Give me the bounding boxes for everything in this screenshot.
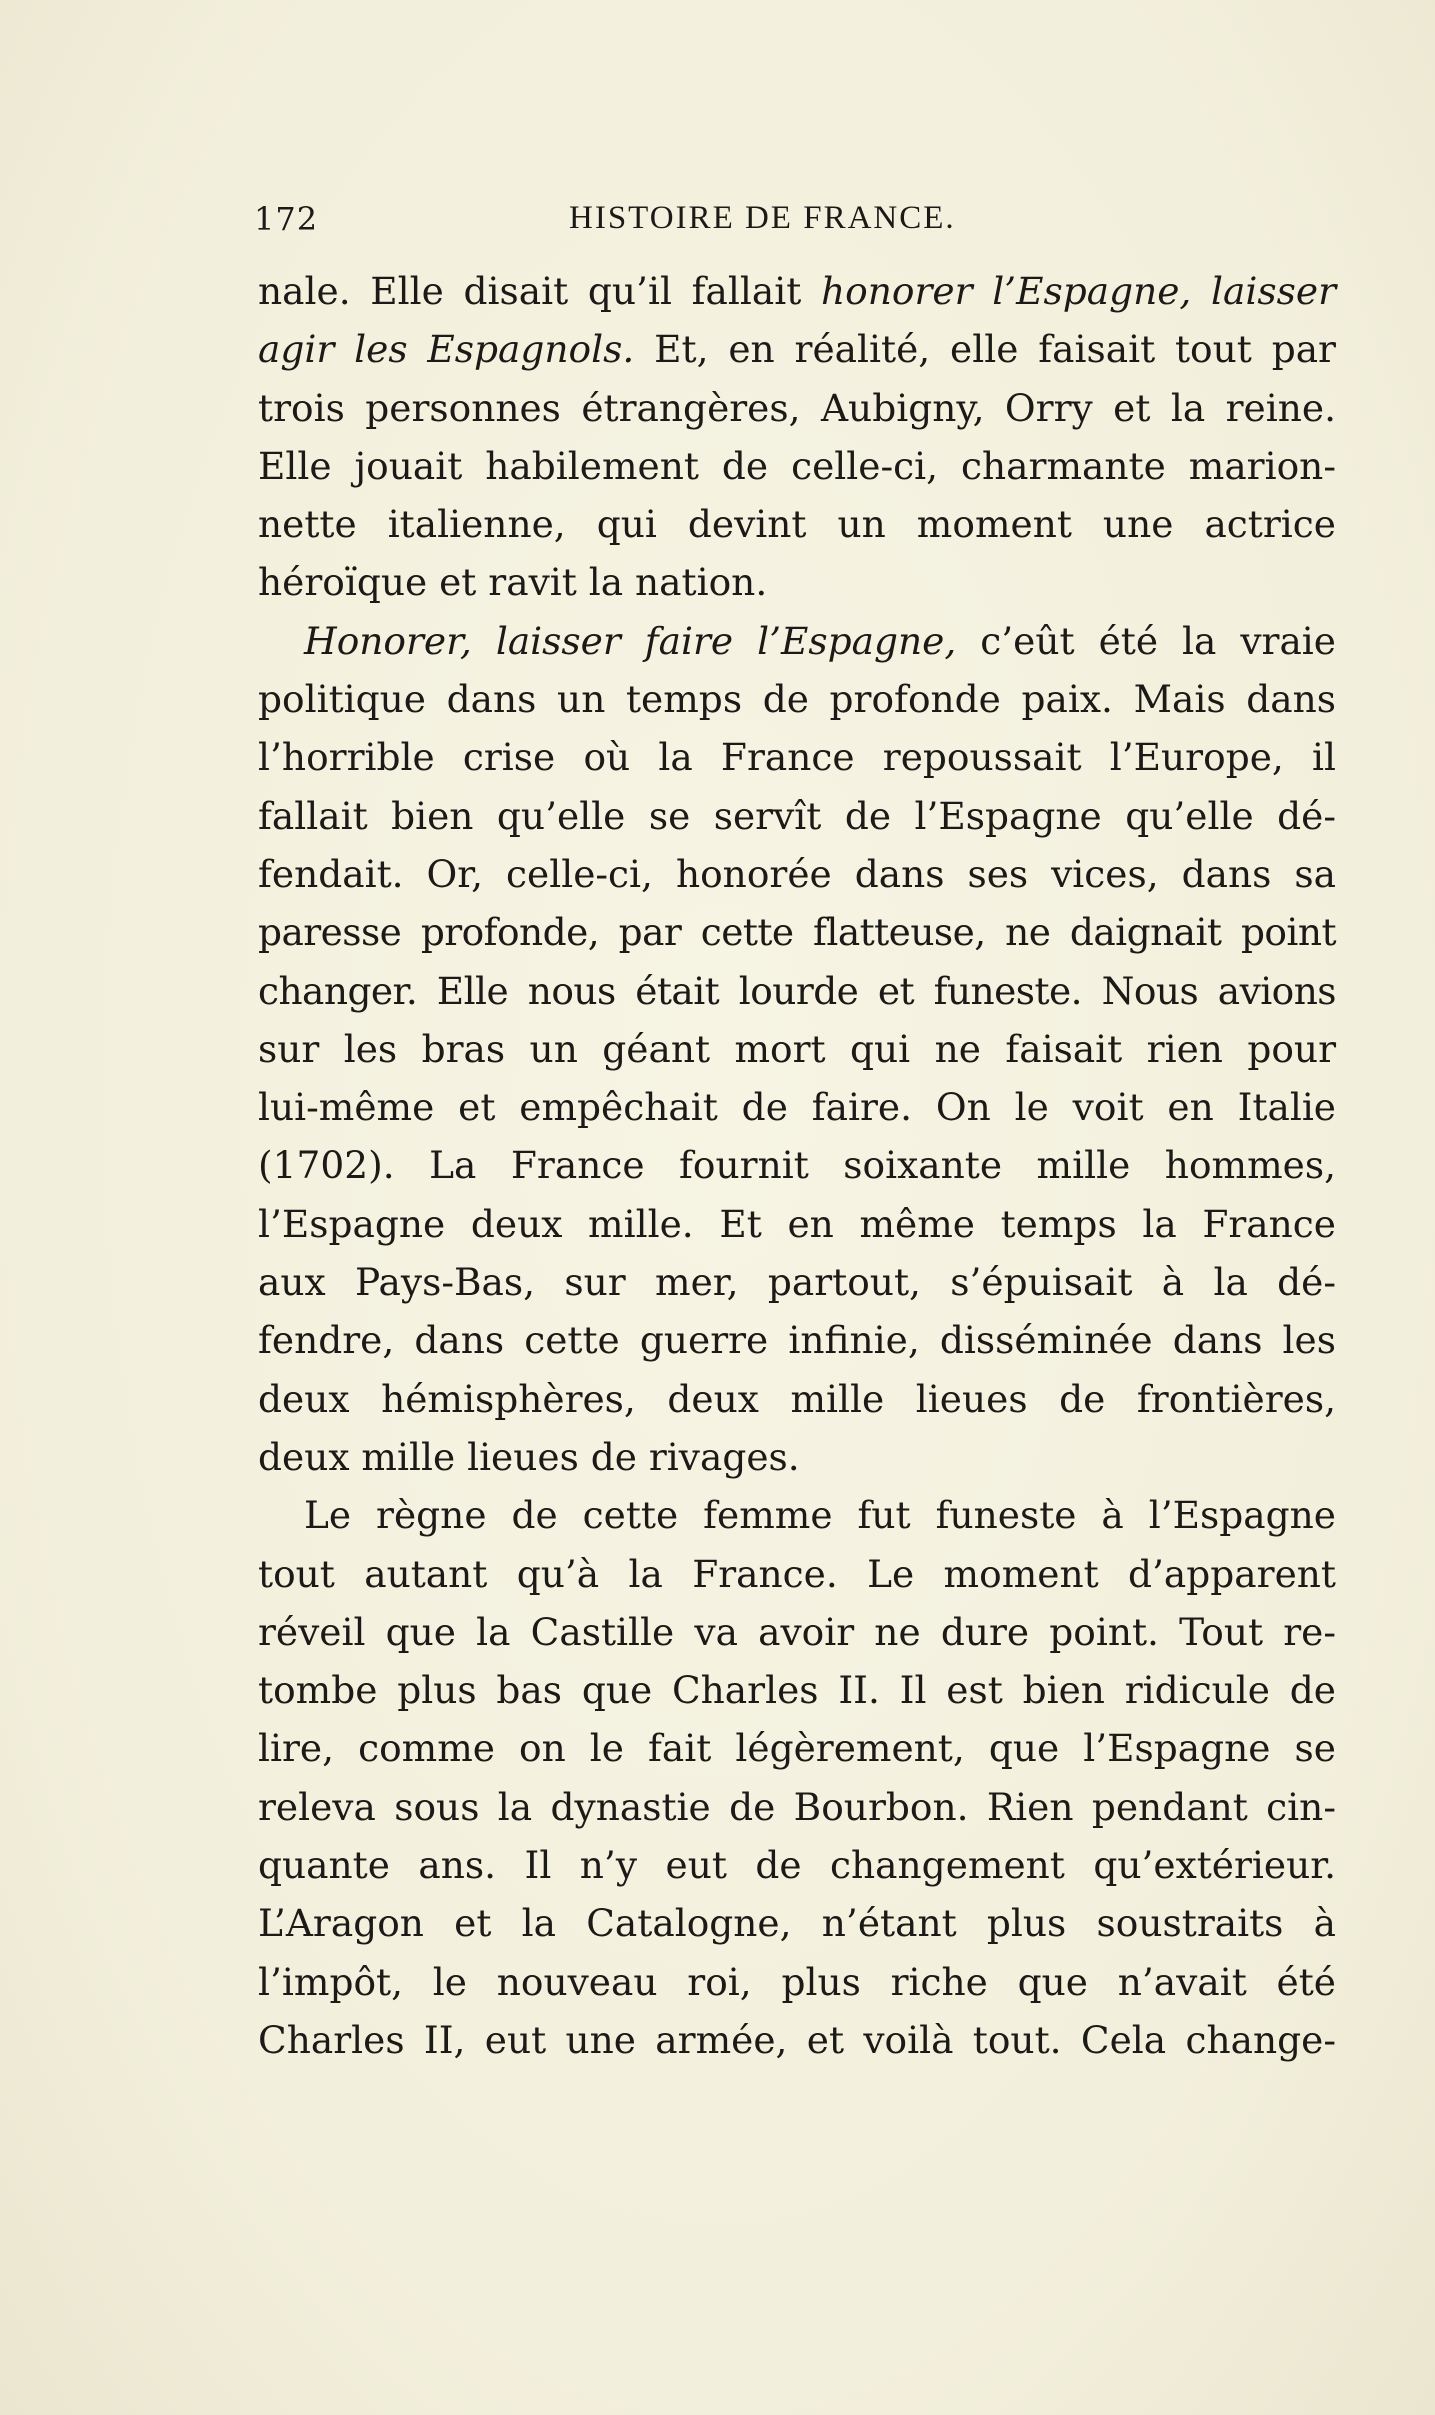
text-segment: fendait. Or, celle-ci, honorée dans ses vices, dans sa bbox=[258, 851, 1336, 896]
text-segment: trois personnes étrangères, Aubigny, Orry et la reine. bbox=[258, 385, 1336, 430]
text-line bbox=[258, 1136, 1336, 1194]
text-segment: L’Aragon et la Catalogne, n’étant plus soustraits à bbox=[258, 1901, 1336, 1946]
text-line bbox=[258, 2011, 1336, 2069]
text-line bbox=[258, 1078, 1336, 1136]
text-line bbox=[258, 495, 1336, 553]
text-line bbox=[258, 1894, 1336, 1952]
text-segment: nale. Elle disait qu’il fallait bbox=[258, 269, 821, 313]
text-line bbox=[258, 1953, 1336, 2011]
text-segment: l’horrible crise où la France repoussait l’Europe, il bbox=[258, 735, 1336, 780]
text-segment: deux mille lieues de rivages. bbox=[258, 1434, 800, 1479]
text-segment: réveil que la Castille va avoir ne dure point. Tout re- bbox=[258, 1609, 1336, 1654]
text-line bbox=[258, 787, 1336, 845]
text-segment: tombe plus bas que Charles II. Il est bien ridicule de bbox=[258, 1668, 1336, 1713]
text-line bbox=[258, 379, 1336, 437]
text-line bbox=[258, 845, 1336, 903]
text-segment: Charles II, eut une armée, et voilà tout. Cela change- bbox=[258, 2017, 1336, 2062]
text-segment: lire, comme on le fait légèrement, que l’Espagne se bbox=[258, 1726, 1336, 1771]
text-segment: releva sous la dynastie de Bourbon. Rien pendant cin- bbox=[258, 1784, 1336, 1829]
body-text bbox=[258, 262, 1336, 2069]
text-segment: (1702). La France fournit soixante mille hommes, bbox=[258, 1143, 1336, 1188]
page-header bbox=[254, 200, 1334, 250]
text-segment: aux Pays-Bas, sur mer, partout, s’épuisait à la dé- bbox=[258, 1260, 1336, 1305]
text-segment: changer. Elle nous était lourde et funeste. Nous avions bbox=[258, 968, 1336, 1013]
text-line bbox=[258, 962, 1336, 1020]
text-segment: fendre, dans cette guerre infinie, disséminée dans les bbox=[258, 1318, 1336, 1363]
text-line bbox=[258, 320, 1336, 378]
text-segment: c’eût été la vraie bbox=[956, 618, 1336, 663]
text-line bbox=[258, 1836, 1336, 1894]
text-line bbox=[258, 903, 1336, 961]
text-line bbox=[258, 612, 1336, 670]
text-line bbox=[258, 1661, 1336, 1719]
text-segment: tout autant qu’à la France. Le moment d’apparent bbox=[258, 1551, 1336, 1596]
text-segment: deux hémisphères, deux mille lieues de frontières, bbox=[258, 1376, 1336, 1421]
text-line bbox=[258, 1020, 1336, 1078]
running-title: HISTOIRE DE FRANCE. bbox=[569, 200, 956, 236]
text-line bbox=[258, 553, 1336, 611]
italic-text: Honorer, laisser faire l’Espagne, bbox=[304, 618, 957, 663]
text-segment: politique dans un temps de profonde paix. Mais dans bbox=[258, 677, 1336, 722]
text-line bbox=[258, 262, 1336, 320]
text-line bbox=[258, 1719, 1336, 1777]
text-segment: nette italienne, qui devint un moment une actrice bbox=[258, 502, 1336, 547]
text-segment: Le règne de cette femme fut funeste à l’Espagne bbox=[304, 1493, 1336, 1538]
text-line bbox=[258, 670, 1336, 728]
text-segment: paresse profonde, par cette flatteuse, ne daignait point bbox=[258, 910, 1336, 955]
text-line bbox=[258, 1370, 1336, 1428]
text-line bbox=[258, 1195, 1336, 1253]
text-segment: sur les bras un géant mort qui ne faisait rien pour bbox=[258, 1026, 1336, 1071]
page-number: 172 bbox=[254, 200, 319, 238]
text-segment: Elle jouait habilement de celle-ci, charmante marion- bbox=[258, 443, 1336, 488]
text-line bbox=[258, 728, 1336, 786]
text-segment: fallait bien qu’elle se servît de l’Espagne qu’elle dé- bbox=[258, 793, 1336, 838]
text-line bbox=[258, 1486, 1336, 1544]
text-line bbox=[258, 1253, 1336, 1311]
text-segment: héroïque et ravit la nation. bbox=[258, 560, 768, 605]
italic-text: honorer l’Espagne, laisser bbox=[821, 269, 1336, 313]
text-segment: lui-même et empêchait de faire. On le voit en Italie bbox=[258, 1085, 1336, 1130]
text-line bbox=[258, 1428, 1336, 1486]
text-line bbox=[258, 1311, 1336, 1369]
text-segment: quante ans. Il n’y eut de changement qu’extérieur. bbox=[258, 1843, 1336, 1888]
italic-text: agir les Espagnols. bbox=[258, 327, 635, 372]
text-segment: Et, en réalité, elle faisait tout par bbox=[634, 327, 1336, 372]
text-line bbox=[258, 437, 1336, 495]
text-line bbox=[258, 1778, 1336, 1836]
text-segment: l’Espagne deux mille. Et en même temps la France bbox=[258, 1201, 1336, 1246]
text-line bbox=[258, 1545, 1336, 1603]
text-segment: l’impôt, le nouveau roi, plus riche que n’avait été bbox=[258, 1959, 1336, 2004]
text-line bbox=[258, 1603, 1336, 1661]
